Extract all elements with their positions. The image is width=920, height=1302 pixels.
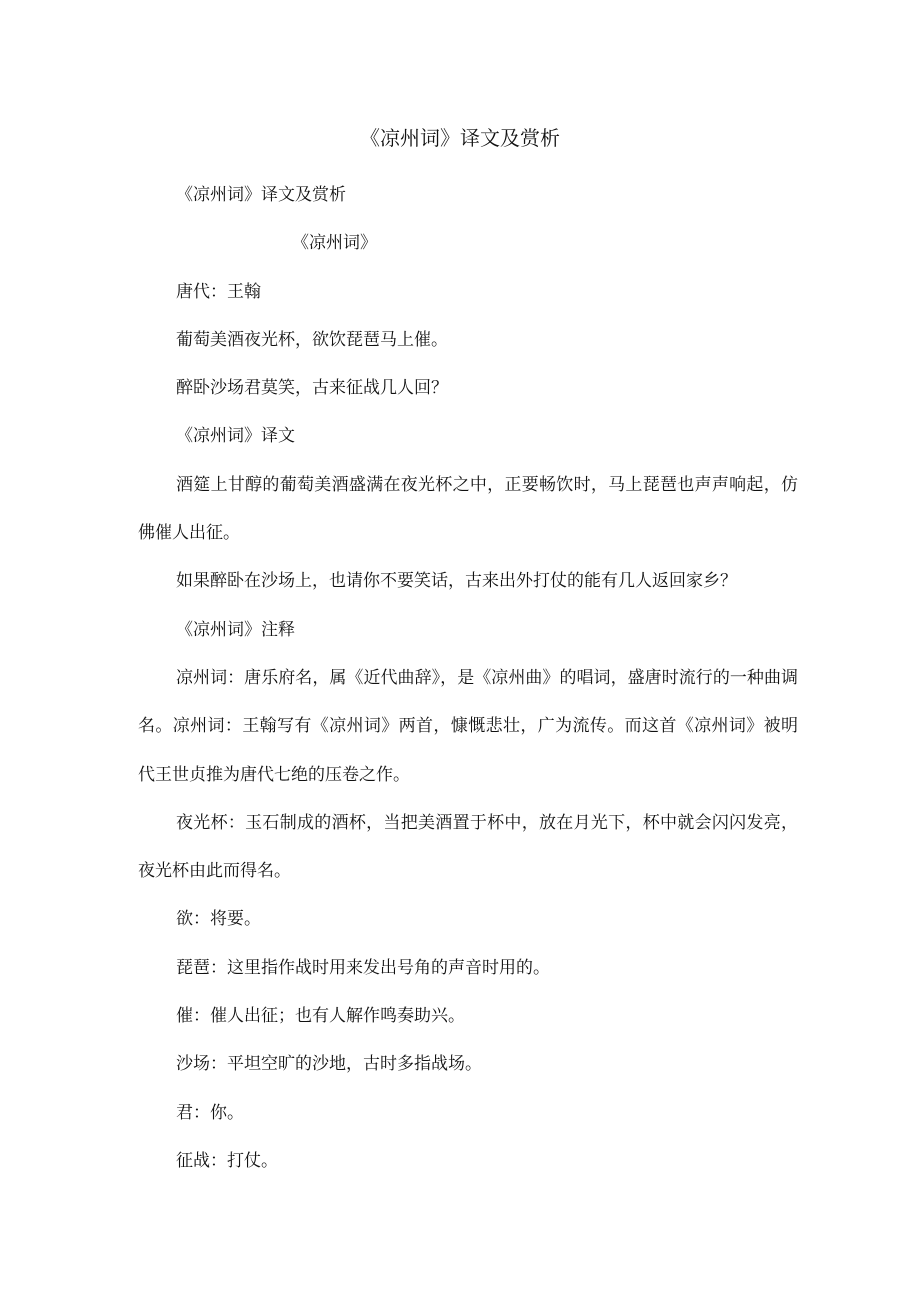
translation-paragraph: 如果醉卧在沙场上，也请你不要笑话，古来出外打仗的能有几人返回家乡？ (176, 571, 737, 592)
document-title: 《凉州词》译文及赏析 (360, 126, 560, 150)
translation-paragraph: 酒筵上甘醇的葡萄美酒盛满在夜光杯之中，正要畅饮时，马上琵琶也声声响起，仿佛催人出征。 (138, 474, 798, 544)
note-paragraph: 征战：打仗。 (176, 1150, 278, 1171)
poem-line: 醉卧沙场君莫笑，古来征战几人回？ (176, 378, 448, 399)
poem-line: 葡萄美酒夜光杯，欲饮琵琶马上催。 (176, 329, 448, 350)
note-paragraph: 君：你。 (176, 1102, 244, 1123)
note-paragraph: 凉州词：唐乐府名，属《近代曲辞》，是《凉州曲》的唱词，盛唐时流行的一种曲调名。凉州词：王翰写有《凉州词》两首，慷慨悲壮，广为流传。而这首《凉州词》被明代王世贞推为唐代七绝的压卷之作。 (138, 667, 798, 785)
note-paragraph: 欲：将要。 (176, 909, 261, 930)
poem-title: 《凉州词》 (292, 233, 377, 254)
poem-author: 唐代：王翰 (176, 281, 261, 302)
section-heading-intro: 《凉州词》译文及赏析 (176, 185, 346, 205)
section-heading-translation: 《凉州词》译文 (176, 426, 295, 447)
note-paragraph: 催：催人出征；也有人解作鸣奏助兴。 (176, 1006, 465, 1027)
section-heading-notes: 《凉州词》注释 (176, 619, 295, 640)
note-paragraph: 琵琶：这里指作战时用来发出号角的声音时用的。 (176, 957, 550, 978)
note-paragraph: 夜光杯：玉石制成的酒杯，当把美酒置于杯中，放在月光下，杯中就会闪闪发亮，夜光杯由此而得名。 (138, 812, 798, 882)
document-body (138, 171, 798, 1185)
note-paragraph: 沙场：平坦空旷的沙地，古时多指战场。 (176, 1054, 482, 1075)
